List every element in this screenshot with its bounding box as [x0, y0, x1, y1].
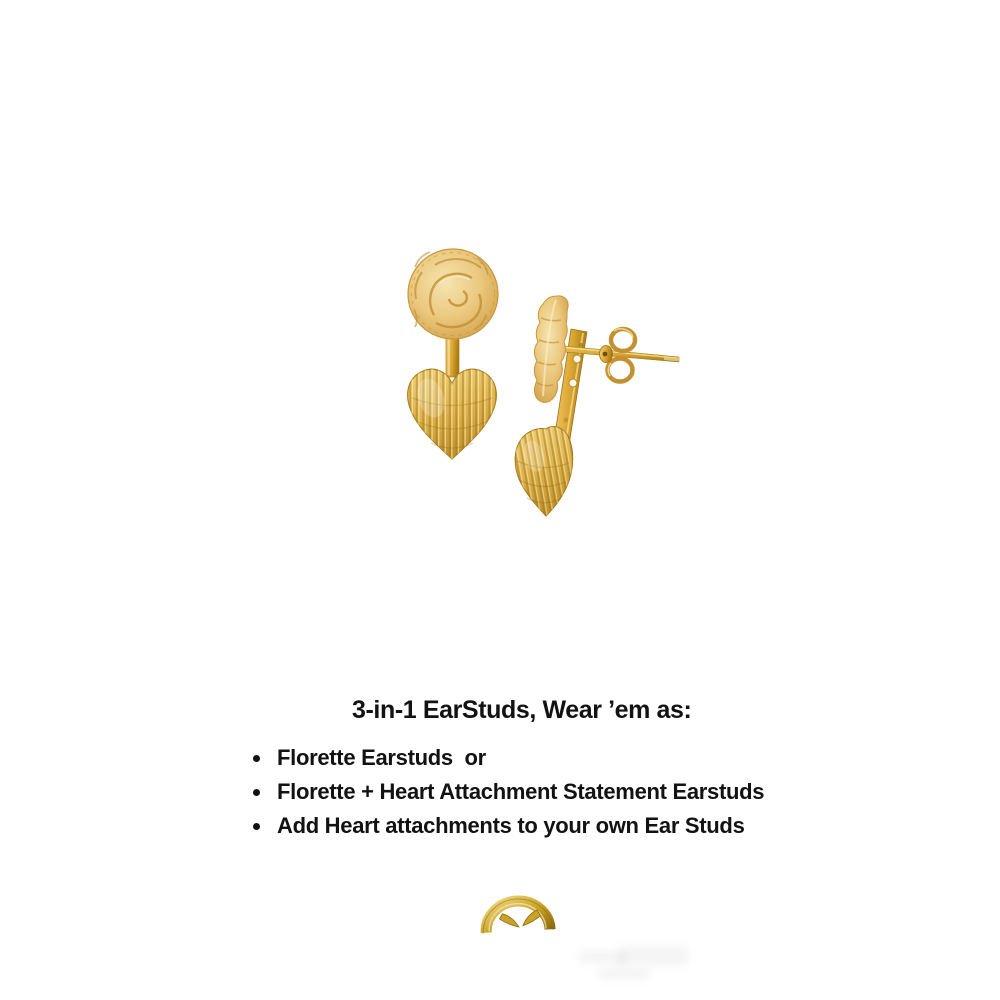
heart-attachment-front [408, 369, 497, 459]
list-item-label: Add Heart attachments to your own Ear Studs [277, 813, 745, 838]
list-item [253, 741, 764, 775]
ring-flap-right [522, 910, 541, 926]
bullet-icon [253, 823, 260, 830]
list-item [253, 809, 764, 843]
list-item-label: Florette + Heart Attachment Statement Earstuds [277, 779, 765, 804]
earring-front-view [408, 249, 498, 459]
heart-attachment-side [515, 427, 573, 516]
faint-artifact [598, 968, 650, 980]
usage-options-list [253, 741, 764, 843]
product-photo [380, 225, 700, 525]
florette-stud-front [408, 249, 498, 339]
list-item-label: Florette Earstuds or [277, 745, 486, 770]
bullet-icon [253, 789, 260, 796]
partial-butterfly-ring [468, 884, 572, 940]
ring-flap-left [499, 913, 519, 928]
product-heading: 3-in-1 EarStuds, Wear ’em as: [352, 696, 692, 724]
earring-side-view [515, 296, 679, 516]
faint-artifact [618, 946, 688, 966]
list-item [253, 775, 764, 809]
bullet-icon [253, 755, 260, 762]
